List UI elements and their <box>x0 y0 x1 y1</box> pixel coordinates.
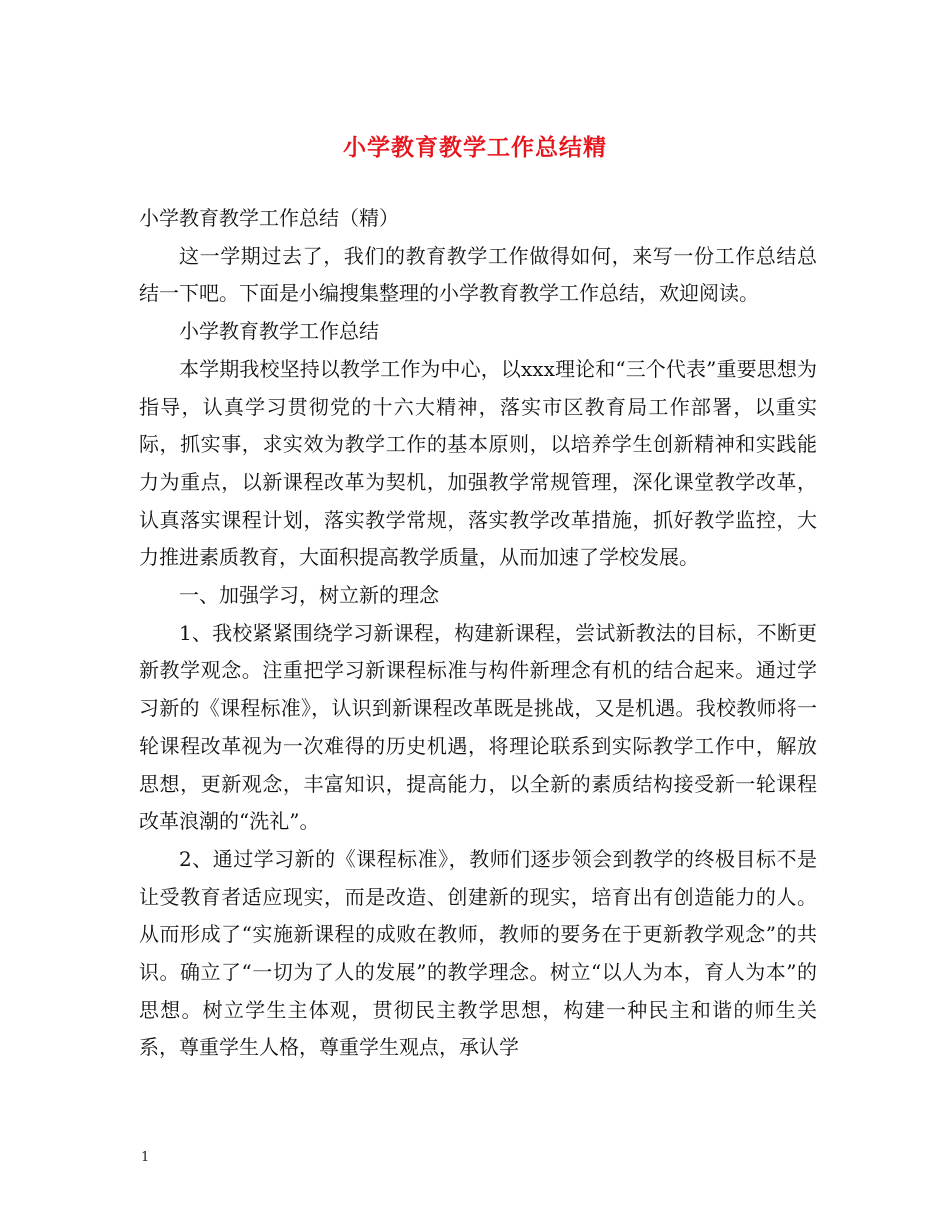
paragraph-point-2: 2、通过学习新的《课程标准》，教师们逐步领会到教学的终极目标不是让受教育者适应现实，而是改造、创建新的现实，培育出有创造能力的人。从而形成了“实施新课程的成败在教师，教师的要务在于更新教学观念”的共识。确立了“一切为了人的发展”的教学理念。树立“以人为本，育人为本”的思想。树立学生主体观，贯彻民主教学思想，构建一种民主和谐的师生关系，尊重学生人格，尊重学生观点，承认学 <box>139 846 817 1060</box>
paragraph-intro: 这一学期过去了，我们的教育教学工作做得如何，来写一份工作总结总结一下吧。下面是小编搜集整理的小学教育教学工作总结，欢迎阅读。 <box>139 243 817 306</box>
section-heading: 一、加强学习，树立新的理念 <box>179 583 439 608</box>
page-number: 1 <box>141 1150 150 1165</box>
document-body <box>139 200 817 1067</box>
paragraph-overview: 本学期我校坚持以教学工作为中心，以xxx理论和“三个代表”重要思想为指导，认真学习贯彻党的十六大精神，落实市区教育局工作部署，以重实际，抓实事，求实效为教学工作的基本原则，以培养学生创新精神和实践能力为重点，以新课程改革为契机，加强教学常规管理，深化课堂教学改革，认真落实课程计划，落实教学常规，落实教学改革措施，抓好教学监控，大力推进素质教育，大面积提高教学质量，从而加速了学校发展。 <box>139 356 817 570</box>
paragraph-heading: 小学教育教学工作总结（精） <box>139 206 399 230</box>
paragraph-point-1: 1、我校紧紧围绕学习新课程，构建新课程，尝试新教法的目标，不断更新教学观念。注重把学习新课程标准与构件新理念有机的结合起来。通过学习新的《课程标准》，认识到新课程改革既是挑战，又是机遇。我校教师将一轮课程改革视为一次难得的历史机遇，将理论联系到实际教学工作中，解放思想，更新观念，丰富知识，提高能力，以全新的素质结构接受新一轮课程改革浪潮的“洗礼”。 <box>139 620 817 834</box>
paragraph-subtitle: 小学教育教学工作总结 <box>179 319 379 344</box>
document-title: 小学教育教学工作总结精 <box>343 134 607 161</box>
